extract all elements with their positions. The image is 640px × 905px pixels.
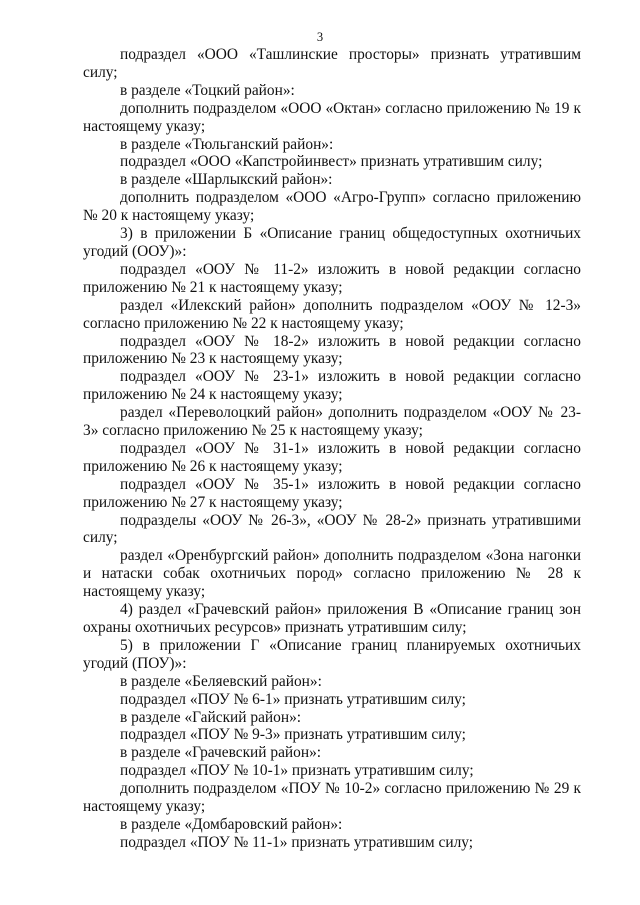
page-number: 3 [316, 30, 324, 44]
paragraph: подраздел «ООО «Капстройинвест» признать утратившим силу; [120, 153, 543, 171]
paragraph: в разделе «Шарлыкский район»: [120, 171, 333, 189]
paragraph: раздел «Переволоцкий район» дополнить подразделом «ООУ № 23-3» согласно приложению № 25 к настоящему указу; [83, 404, 581, 440]
paragraph: подраздел «ПОУ № 9-3» признать утратившим силу; [120, 726, 466, 744]
paragraph: 5) в приложении Г «Описание границ планируемых охотничьих угодий (ПОУ)»: [83, 636, 581, 672]
paragraph: подраздел «ООУ № 23-1» изложить в новой редакции согласно приложению № 24 к настоящему указу; [83, 368, 581, 404]
paragraph: подраздел «ООУ № 11-2» изложить в новой редакции согласно приложению № 21 к настоящему указу; [83, 260, 581, 296]
paragraph: в разделе «Тоцкий район»: [120, 81, 295, 99]
paragraph: раздел «Оренбургский район» дополнить подразделом «Зона нагонки и натаски собак охотничьих пород» согласно приложению № 28 к настоящему указу; [83, 547, 581, 601]
paragraph: дополнить подразделом «ООО «Октан» согласно приложению № 19 к настоящему указу; [83, 99, 581, 135]
paragraph: 3) в приложении Б «Описание границ общедоступных охотничьих угодий (ООУ)»: [83, 225, 581, 260]
paragraph: подраздел «ООУ № 18-2» изложить в новой редакции согласно приложению № 23 к настоящему указу; [83, 332, 581, 368]
paragraph: подраздел «ПОУ № 11-1» признать утратившим силу; [120, 833, 474, 851]
paragraph: в разделе «Беляевский район»: [120, 672, 322, 690]
paragraph: в разделе «Грачевский район»: [120, 744, 322, 762]
paragraph: подраздел «ООУ № 35-1» изложить в новой редакции согласно приложению № 27 к настоящему указу; [83, 475, 581, 511]
paragraph: подраздел «ООО «Ташлинские просторы» признать утратившим силу; [83, 46, 581, 81]
paragraph: подраздел «ООУ № 31-1» изложить в новой редакции согласно приложению № 26 к настоящему указу; [83, 439, 581, 475]
paragraph: подраздел «ПОУ № 6-1» признать утратившим силу; [120, 690, 466, 708]
paragraph: подразделы «ООУ № 26-3», «ООУ № 28-2» признать утратившими силу; [83, 511, 581, 547]
paragraph: в разделе «Домбаровский район»: [120, 815, 343, 833]
paragraph: дополнить подразделом «ООО «Агро-Групп» согласно приложению № 20 к настоящему указу; [83, 189, 581, 225]
paragraph: в разделе «Гайский район»: [120, 708, 302, 726]
paragraph: раздел «Илекский район» дополнить подразделом «ООУ № 12-3» согласно приложению № 22 к настоящему указу; [83, 296, 581, 332]
paragraph: подраздел «ПОУ № 10-1» признать утратившим силу; [120, 762, 474, 780]
document-body [83, 46, 581, 852]
paragraph: в разделе «Тюльганский район»: [120, 135, 334, 153]
paragraph: дополнить подразделом «ПОУ № 10-2» согласно приложению № 29 к настоящему указу; [83, 780, 581, 816]
paragraph: 4) раздел «Грачевский район» приложения В «Описание границ зон охраны охотничьих ресурсов» признать утратившим силу; [83, 601, 581, 636]
